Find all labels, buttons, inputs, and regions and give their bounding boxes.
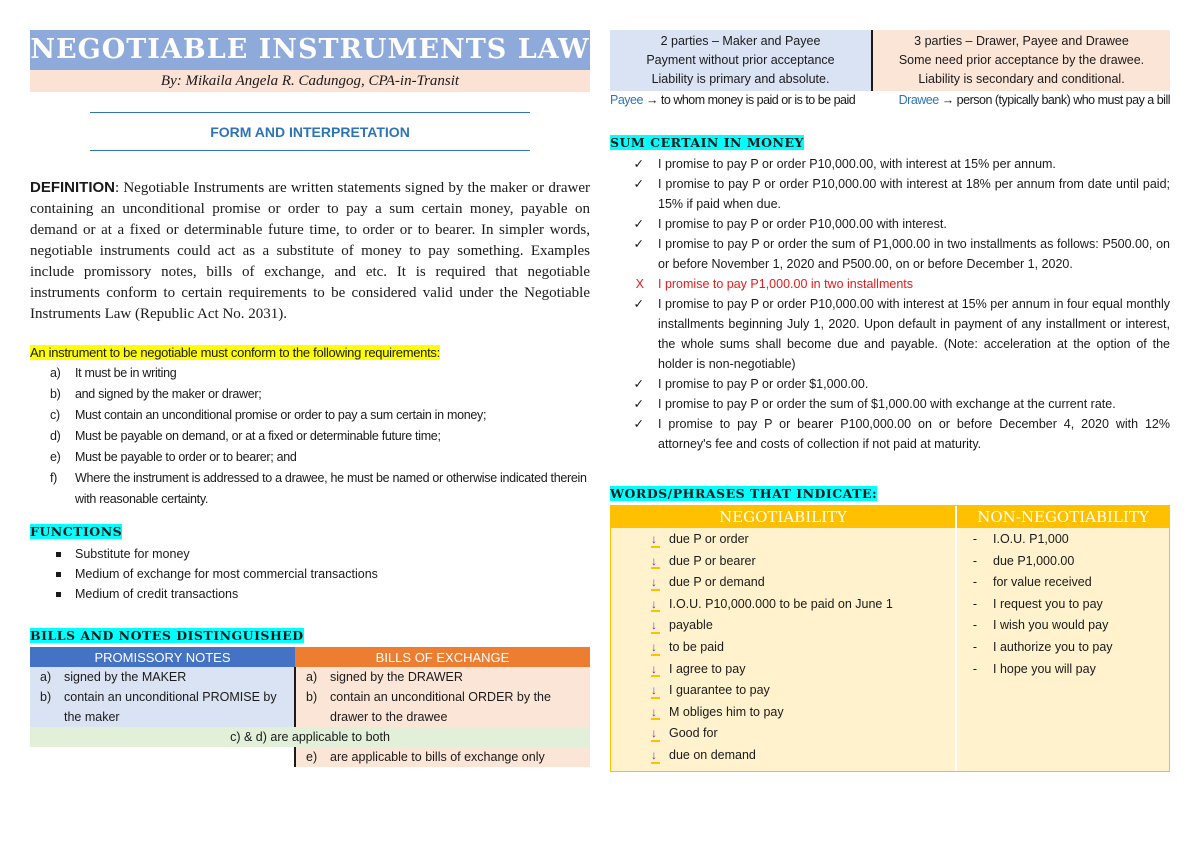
cell-line: Some need prior acceptance by the drawee. — [898, 53, 1145, 67]
check-icon: ✓ — [633, 377, 644, 391]
down-arrow-icon: ↓ — [611, 702, 669, 724]
item-label: b) — [306, 690, 318, 704]
check-icon: ✓ — [633, 297, 644, 311]
functions-title: FUNCTIONS — [30, 524, 123, 539]
cell-line: 3 parties – Drawer, Payee and Drawee — [914, 34, 1129, 48]
dash-icon: - — [972, 575, 978, 590]
dash-icon: - — [972, 618, 978, 633]
item-text: Where the instrument is addressed to a drawee, he must be named or otherwise indicated therein with reasonable certainty. — [75, 471, 587, 506]
item-label: c) — [50, 408, 60, 422]
list-item — [611, 745, 955, 767]
item-text: signed by the DRAWER — [330, 670, 463, 684]
negotiability-list — [611, 528, 955, 771]
dash-icon: - — [972, 596, 978, 611]
bills-title: BILLS AND NOTES DISTINGUISHED — [30, 628, 304, 643]
item-text: I hope you will pay — [993, 661, 1096, 676]
promissory-notes-header: PROMISSORY NOTES — [30, 647, 295, 667]
dash-icon: - — [972, 553, 978, 568]
list-item — [957, 572, 1169, 594]
right-arrow-icon: → — [941, 93, 954, 107]
definition-term: DEFINITION — [30, 179, 115, 196]
down-arrow-icon: ↓ — [611, 723, 669, 745]
list-item — [957, 615, 1169, 637]
requirements-list — [30, 363, 590, 510]
item-text: are applicable to bills of exchange only — [330, 750, 545, 764]
item-text: I.O.U. P10,000.000 to be paid on June 1 — [669, 596, 893, 611]
item-text: M obliges him to pay — [669, 704, 784, 719]
heading-rule-bottom — [90, 150, 530, 151]
payee-definition — [610, 93, 855, 107]
check-icon: ✓ — [633, 217, 644, 231]
section-heading-text: FORM AND INTERPRETATION — [210, 124, 410, 140]
item-text: to be paid — [669, 639, 724, 654]
list-item — [30, 447, 590, 468]
list-item — [611, 551, 955, 573]
cell-line: 2 parties – Maker and Payee — [660, 34, 821, 48]
non-negotiability-header: NON-NEGOTIABILITY — [957, 506, 1169, 528]
item-text: It must be in writing — [75, 366, 177, 380]
down-arrow-icon: ↓ — [611, 615, 669, 637]
requirements-title-text: An instrument to be negotiable must conform to the following requirements: — [30, 345, 440, 360]
applicable-both-row: c) & d) are applicable to both — [30, 727, 590, 747]
list-item — [610, 174, 1170, 214]
item-text: I promise to pay P or order P10,000.00 with interest. — [658, 217, 947, 231]
negotiability-header: NEGOTIABILITY — [611, 506, 955, 528]
drawee-definition — [899, 93, 1170, 107]
item-text: contain an unconditional PROMISE by the maker — [64, 690, 277, 724]
empty-cell — [30, 747, 295, 767]
check-icon: ✓ — [633, 397, 644, 411]
item-text: I guarantee to pay — [669, 683, 770, 698]
non-negotiability-column — [957, 506, 1169, 771]
three-parties-cell — [872, 30, 1170, 91]
drawee-text: person (typically bank) who must pay a bill — [956, 93, 1170, 107]
list-item — [610, 234, 1170, 274]
item-text: signed by the MAKER — [64, 670, 187, 684]
list-item — [957, 637, 1169, 659]
list-item: Medium of exchange for most commercial transactions — [30, 564, 590, 584]
item-text: Must be payable on demand, or at a fixed or determinable future time; — [75, 429, 441, 443]
down-arrow-icon: ↓ — [611, 745, 669, 767]
list-item — [30, 405, 590, 426]
list-item — [30, 363, 590, 384]
item-label: a) — [40, 670, 52, 684]
list-item — [957, 594, 1169, 616]
item-text: due P or bearer — [669, 553, 756, 568]
promissory-notes-cell — [30, 667, 295, 727]
right-arrow-icon: → — [645, 93, 658, 107]
item-text: I promise to pay P1,000.00 in two installments — [658, 277, 913, 291]
item-text: I promise to pay P or order P10,000.00, with interest at 15% per annum. — [658, 157, 1056, 171]
dash-icon: - — [972, 532, 978, 546]
list-item — [611, 615, 955, 637]
bills-notes-table — [30, 647, 590, 767]
two-parties-cell — [610, 30, 872, 91]
cell-line: Payment without prior acceptance — [646, 53, 835, 67]
item-text: contain an unconditional ORDER by the drawer to the drawee — [330, 690, 551, 724]
down-arrow-icon: ↓ — [611, 680, 669, 702]
list-item: Medium of credit transactions — [30, 584, 590, 604]
item-label: b) — [40, 690, 52, 704]
item-text: and signed by the maker or drawer; — [75, 387, 262, 401]
cell-line: Liability is primary and absolute. — [651, 72, 830, 86]
item-text: Must contain an unconditional promise or order to pay a sum certain in money; — [75, 408, 487, 422]
requirements-title — [30, 345, 590, 360]
item-text: I promise to pay P or order P10,000.00 with interest at 15% per annum in four equal monthly installments beginning July 1, 2020. Upon default in payment of any installment or interest, the whole sums shall become due and payable. (Note: acceleration at the option of the holder is non-negotiable) — [658, 297, 1170, 371]
item-text: due P or order — [669, 532, 749, 546]
check-icon: ✓ — [633, 237, 644, 251]
list-item — [611, 680, 955, 702]
sum-certain-title: SUM CERTAIN IN MONEY — [610, 135, 804, 150]
item-label: a) — [50, 366, 61, 380]
check-icon: ✓ — [633, 157, 644, 171]
down-arrow-icon: ↓ — [611, 551, 669, 573]
definition-paragraph — [30, 177, 590, 325]
item-text: Good for — [669, 726, 718, 741]
negotiability-column — [611, 506, 957, 771]
item-label: d) — [50, 429, 61, 443]
cell-line: Liability is secondary and conditional. — [918, 72, 1125, 86]
author-byline: By: Mikaila Angela R. Cadungog, CPA-in-Transit — [30, 70, 590, 92]
item-text: I wish you would pay — [993, 618, 1109, 633]
down-arrow-icon: ↓ — [611, 572, 669, 594]
down-arrow-icon: ↓ — [611, 637, 669, 659]
list-item — [957, 551, 1169, 573]
list-item — [957, 659, 1169, 681]
list-item — [610, 294, 1170, 374]
party-definitions — [610, 93, 1170, 107]
list-item — [30, 468, 590, 510]
list-item — [30, 384, 590, 405]
list-item — [611, 529, 955, 551]
list-item — [957, 529, 1169, 551]
item-label: f) — [50, 471, 58, 485]
section-heading — [30, 112, 590, 151]
payee-key: Payee — [610, 93, 643, 107]
cross-icon: X — [635, 277, 644, 291]
item-text: Must be payable to order or to bearer; and — [75, 450, 297, 464]
bills-of-exchange-header: BILLS OF EXCHANGE — [295, 647, 590, 667]
page-title: NEGOTIABLE INSTRUMENTS LAW — [30, 30, 590, 70]
item-text: I authorize you to pay — [993, 639, 1113, 654]
drawee-key: Drawee — [898, 93, 939, 107]
check-icon: ✓ — [633, 177, 644, 191]
item-text: payable — [669, 618, 713, 633]
down-arrow-icon: ↓ — [611, 594, 669, 616]
list-item — [611, 723, 955, 745]
item-text: I.O.U. P1,000 — [993, 532, 1069, 546]
left-column — [30, 30, 590, 767]
payee-text: to whom money is paid or is to be paid — [660, 93, 856, 107]
dash-icon: - — [972, 639, 978, 654]
right-column — [610, 30, 1170, 772]
functions-list — [30, 544, 590, 604]
item-label: b) — [50, 387, 61, 401]
list-item — [610, 274, 1170, 294]
check-icon: ✓ — [633, 417, 644, 431]
non-negotiability-list — [957, 528, 1169, 684]
item-label: a) — [306, 670, 318, 684]
item-text: due P1,000.00 — [993, 553, 1075, 568]
down-arrow-icon: ↓ — [611, 659, 669, 681]
item-text: I promise to pay P or order $1,000.00. — [658, 377, 869, 391]
list-item — [611, 637, 955, 659]
item-text: for value received — [993, 575, 1092, 590]
item-label: e) — [50, 450, 61, 464]
list-item: Substitute for money — [30, 544, 590, 564]
list-item — [611, 702, 955, 724]
list-item — [610, 214, 1170, 234]
item-text: due P or demand — [669, 575, 765, 590]
bills-only-cell — [295, 747, 590, 767]
bills-of-exchange-cell — [295, 667, 590, 727]
list-item — [610, 374, 1170, 394]
item-text: I promise to pay P or bearer P100,000.00 on or before December 4, 2020 with 12% attorney's fee and costs of collection if not paid at maturity. — [658, 417, 1170, 451]
item-text: I promise to pay P or order P10,000.00 with interest at 18% per annum from date until paid; 15% if paid when due. — [658, 177, 1170, 211]
list-item — [610, 394, 1170, 414]
list-item — [610, 414, 1170, 454]
list-item — [611, 572, 955, 594]
words-table — [610, 505, 1170, 772]
sum-certain-list — [610, 154, 1170, 454]
dash-icon: - — [972, 661, 978, 676]
item-text: due on demand — [669, 747, 756, 762]
parties-table — [610, 30, 1170, 91]
item-text: I request you to pay — [993, 596, 1103, 611]
down-arrow-icon: ↓ — [611, 529, 669, 551]
list-item — [30, 426, 590, 447]
item-label: e) — [306, 750, 318, 764]
item-text: I agree to pay — [669, 661, 746, 676]
words-title: WORDS/PHRASES THAT INDICATE: — [610, 486, 878, 501]
list-item — [611, 659, 955, 681]
item-text: I promise to pay P or order the sum of P1,000.00 in two installments as follows: P500.00, on or before November 1, 2020 and P500.00, on or before December 1, 2020. — [658, 237, 1170, 271]
definition-text: : Negotiable Instruments are written statements signed by the maker or drawer containing an unconditional promise or order to pay a sum certain money, payable on demand or at a fixed or determinable future time, to order or to bearer. In simpler words, negotiable instruments could act as a substitute of money to pay something. Examples include promissory notes, bills of exchange, and etc. It is required that negotiable instruments conform to certain requirements to be considered valid under the Negotiable Instruments Law (Republic Act No. 2031). — [30, 180, 590, 322]
list-item — [611, 594, 955, 616]
item-text: I promise to pay P or order the sum of $1,000.00 with exchange at the current rate. — [658, 397, 1116, 411]
list-item — [610, 154, 1170, 174]
